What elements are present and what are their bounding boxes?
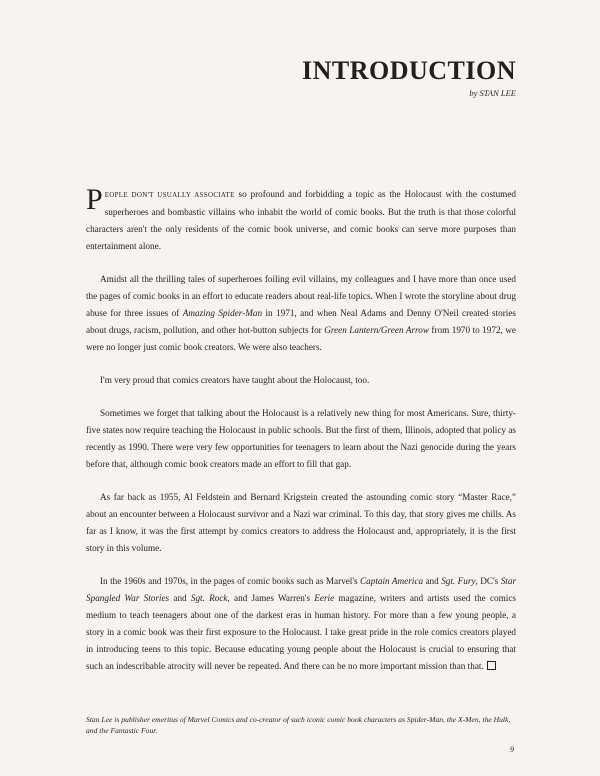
title-green-lantern: Green Lantern/Green Arrow <box>324 325 429 335</box>
paragraph-6-text-5: , and James Warren's <box>227 593 315 603</box>
title-amazing-spider-man: Amazing Spider-Man <box>182 308 263 318</box>
paragraph-2-text-3: from 1970 to 1972, we were no longer just comic book creators. We were also teachers. <box>86 325 517 352</box>
page-number: 9 <box>510 745 514 754</box>
title-sgt-fury: Sgt. Fury <box>441 576 476 586</box>
author-footnote: Stan Lee is publisher emeritus of Marvel Comics and co-creator of such iconic comic book characters as Spider-Man, the X-Men, the Hulk, and the Fantastic Four. <box>86 715 511 735</box>
title-eerie: Eerie <box>314 593 335 603</box>
title-star-spangled-war-stories: Star Spangled War Stories <box>86 576 517 603</box>
title-sgt-rock: Sgt. Rock <box>190 593 228 603</box>
paragraph-6-text-4: and <box>169 593 191 603</box>
paragraph-2 <box>86 271 516 356</box>
paragraph-3: I'm very proud that comics creators have taught about the Holocaust, too. <box>100 375 370 385</box>
title-captain-america: Captain America <box>360 576 424 586</box>
article-body <box>86 183 517 691</box>
author-byline: by STAN LEE <box>469 88 516 98</box>
lead-in-small-caps: EOPLE DON'T USUALLY ASSOCIATE <box>104 191 235 199</box>
page-title: INTRODUCTION <box>301 56 516 85</box>
paragraph-6-text-6: magazine, writers and artists used the comics medium to teach teenagers about one of the darkest eras in human history. For more than a few young people, a story in a comic book was their first exposure to the Holocaust. I take great pride in the role comics creators played in introducing teens to this topic. Because educating young people about the Holocaust is crucial to ensuring that such an indescribable atrocity will never be repeated. And there can be no more important mission than that. <box>86 593 517 671</box>
end-mark-icon <box>487 661 496 670</box>
paragraph-6-text-1: In the 1960s and 1970s, in the pages of comic books such as Marvel's <box>100 576 361 586</box>
paragraph-2-text-2: in 1971, and when Neal Adams and Denny O'Neil created stories about drugs, racism, pollution, and other hot-button subjects for <box>86 308 516 335</box>
paragraph-4: Sometimes we forget that talking about the Holocaust is a relatively new thing for most Americans. Sure, thirty-five states now require teaching the Holocaust in public schools. But the first of them, Illinois, adopted that policy as recently as 1990. There were very few opportunities for teenagers to learn about the Nazi genocide during the years before that, although comic book creators made an effort to fill that gap. <box>86 408 516 469</box>
drop-cap: P <box>86 183 103 216</box>
paragraph-1 <box>86 183 516 255</box>
paragraph-6-text-2: and <box>423 576 442 586</box>
paragraph-2-text-1: Amidst all the thrilling tales of superheroes foiling evil villains, my colleagues and I have more than once used the pages of comic books in an effort to educate readers about real-life topics. When I wrote the storyline about drug abuse for three issues of <box>86 274 516 318</box>
paragraph-6-text-3: , DC's <box>475 576 501 586</box>
paragraph-5: As far back as 1955, Al Feldstein and Bernard Krigstein created the astounding comic story “Master Race,” about an encounter between a Holocaust survivor and a Nazi war criminal. To this day, that story gives me chills. As far as I know, it was the first attempt by comics creators to address the Holocaust and, appropriately, it is the first story in this volume. <box>86 492 516 553</box>
paragraph-1-text: so profound and forbidding a topic as the Holocaust with the costumed superheroes and bombastic villains who inhabit the world of comic books. But the truth is that those colorful characters aren't the only residents of the comic book universe, and comic books can serve more purposes than entertainment alone. <box>86 189 516 251</box>
paragraph-6 <box>86 573 516 675</box>
